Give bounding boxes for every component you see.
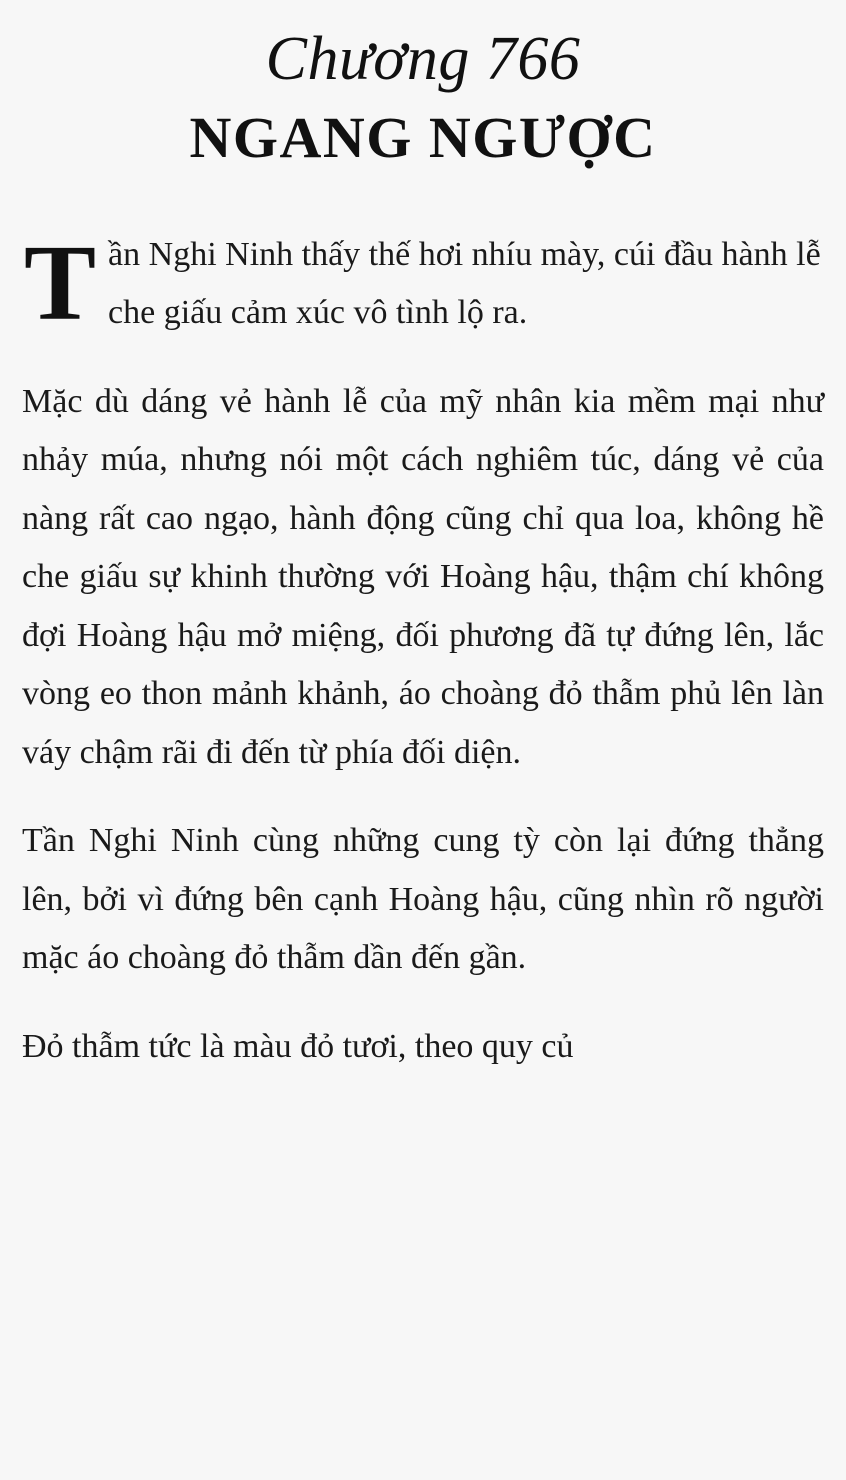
chapter-body [22, 223, 824, 1076]
paragraph: Đỏ thẫm tức là màu đỏ tươi, theo quy củ [22, 1027, 574, 1065]
paragraph: Tần Nghi Ninh cùng những cung tỳ còn lại đứng thẳng lên, bởi vì đứng bên cạnh Hoàng hậu, cũng nhìn rõ người mặc áo choàng đỏ thẫm dần đến gần. [22, 822, 824, 977]
chapter-title: NGANG NGƯỢC [189, 105, 657, 171]
paragraph: Tần Nghi Ninh thấy thế hơi nhíu mày, cúi đầu hành lễ che giấu cảm xúc vô tình lộ ra. [24, 223, 821, 343]
chapter-number: Chương 766 [265, 25, 581, 93]
paragraph: Mặc dù dáng vẻ hành lễ của mỹ nhân kia mềm mại như nhảy múa, nhưng nói một cách nghiêm túc, dáng vẻ của nàng rất cao ngạo, hành động cũng chỉ qua loa, không hề che giấu sự khinh thường với Hoàng hậu, thậm chí không đợi Hoàng hậu mở miệng, đối phương đã tự đứng lên, lắc vòng eo thon mảnh khảnh, áo choàng đỏ thẫm phủ lên làn váy chậm rãi đi đến từ phía đối diện. [22, 382, 824, 771]
